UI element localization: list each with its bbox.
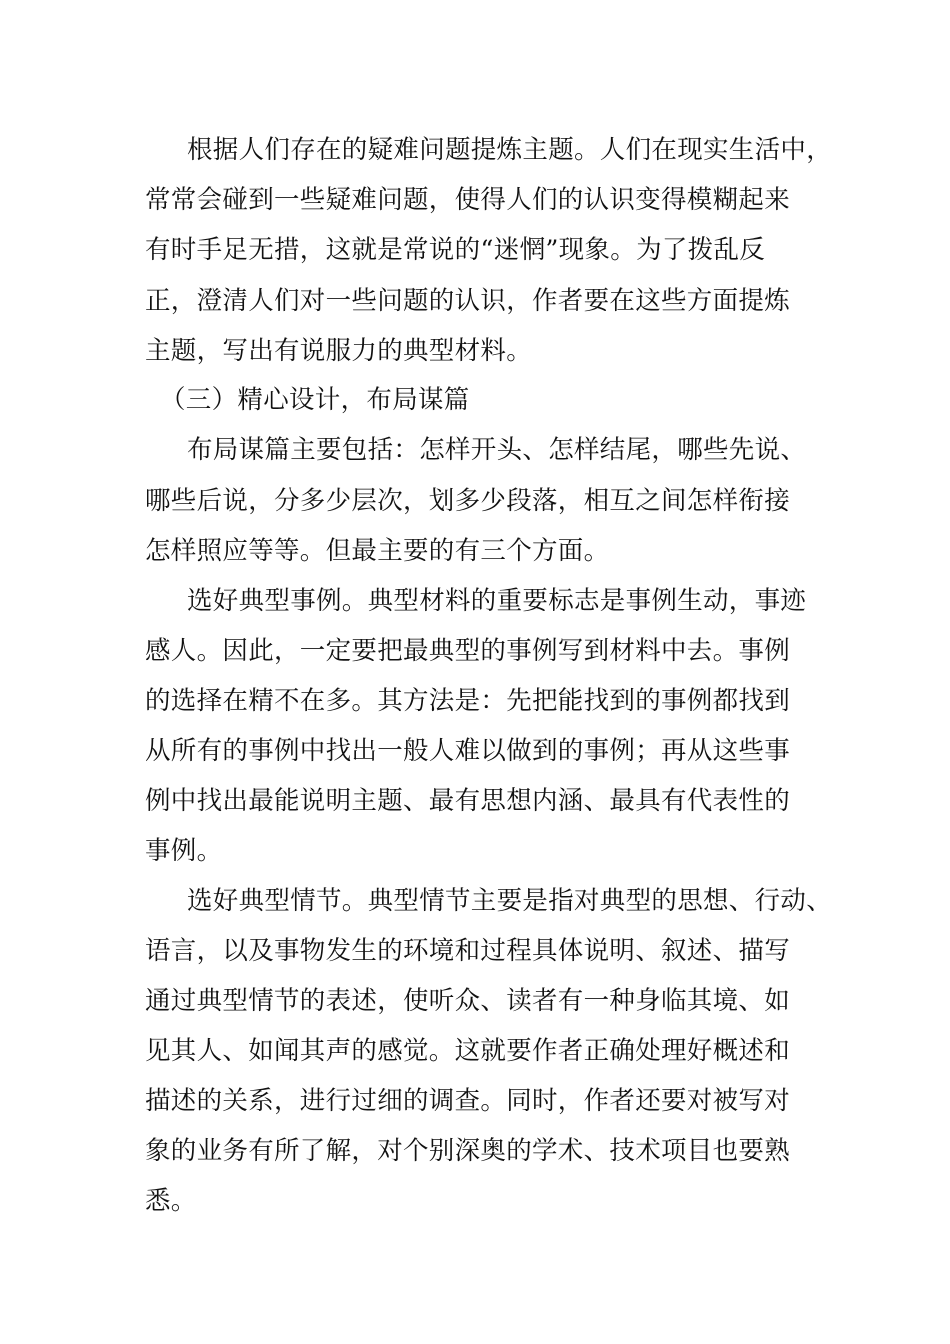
paragraph-2-line-3: 怎样照应等等。但最主要的有三个方面。	[145, 536, 610, 566]
paragraph-3-line-3: 的选择在精不在多。其方法是：先把能找到的事例都找到	[145, 686, 791, 716]
paragraph-4-line-4: 见其人、如闻其声的感觉。这就要作者正确处理好概述和	[145, 1036, 791, 1066]
paragraph-4-line-6: 象的业务有所了解，对个别深奥的学术、技术项目也要熟	[145, 1136, 791, 1166]
paragraph-1-line-2: 常常会碰到一些疑难问题，使得人们的认识变得模糊起来	[145, 185, 791, 215]
section-heading: （三）精心设计，布局谋篇	[160, 385, 470, 415]
paragraph-4-line-2: 语言，以及事物发生的环境和过程具体说明、叙述、描写	[145, 936, 791, 966]
paragraph-3-line-4: 从所有的事例中找出一般人难以做到的事例；再从这些事	[145, 736, 791, 766]
paragraph-1-line-3: 有时手足无措，这就是常说的“迷惘”现象。为了拨乱反	[145, 235, 766, 265]
paragraph-1-line-4: 正，澄清人们对一些问题的认识，作者要在这些方面提炼	[145, 286, 791, 316]
paragraph-4-line-7: 悉。	[145, 1186, 197, 1216]
paragraph-4-line-3: 通过典型情节的表述，使听众、读者有一种身临其境、如	[145, 986, 791, 1016]
paragraph-2-line-1: 布局谋篇主要包括：怎样开头、怎样结尾，哪些先说、	[187, 435, 807, 465]
paragraph-4-line-1: 选好典型情节。典型情节主要是指对典型的思想、行动、	[187, 886, 833, 916]
paragraph-3-line-1: 选好典型事例。典型材料的重要标志是事例生动，事迹	[187, 586, 807, 616]
paragraph-1-line-5: 主题，写出有说服力的典型材料。	[145, 336, 533, 366]
paragraph-2-line-2: 哪些后说，分多少层次，划多少段落，相互之间怎样衔接	[145, 486, 791, 516]
paragraph-1-line-1: 根据人们存在的疑难问题提炼主题。人们在现实生活中，	[187, 135, 833, 165]
paragraph-3-line-5: 例中找出最能说明主题、最有思想内涵、最具有代表性的	[145, 786, 791, 816]
paragraph-3-line-6: 事例。	[145, 836, 223, 866]
paragraph-3-line-2: 感人。因此，一定要把最典型的事例写到材料中去。事例	[145, 636, 791, 666]
paragraph-4-line-5: 描述的关系，进行过细的调查。同时，作者还要对被写对	[145, 1086, 791, 1116]
